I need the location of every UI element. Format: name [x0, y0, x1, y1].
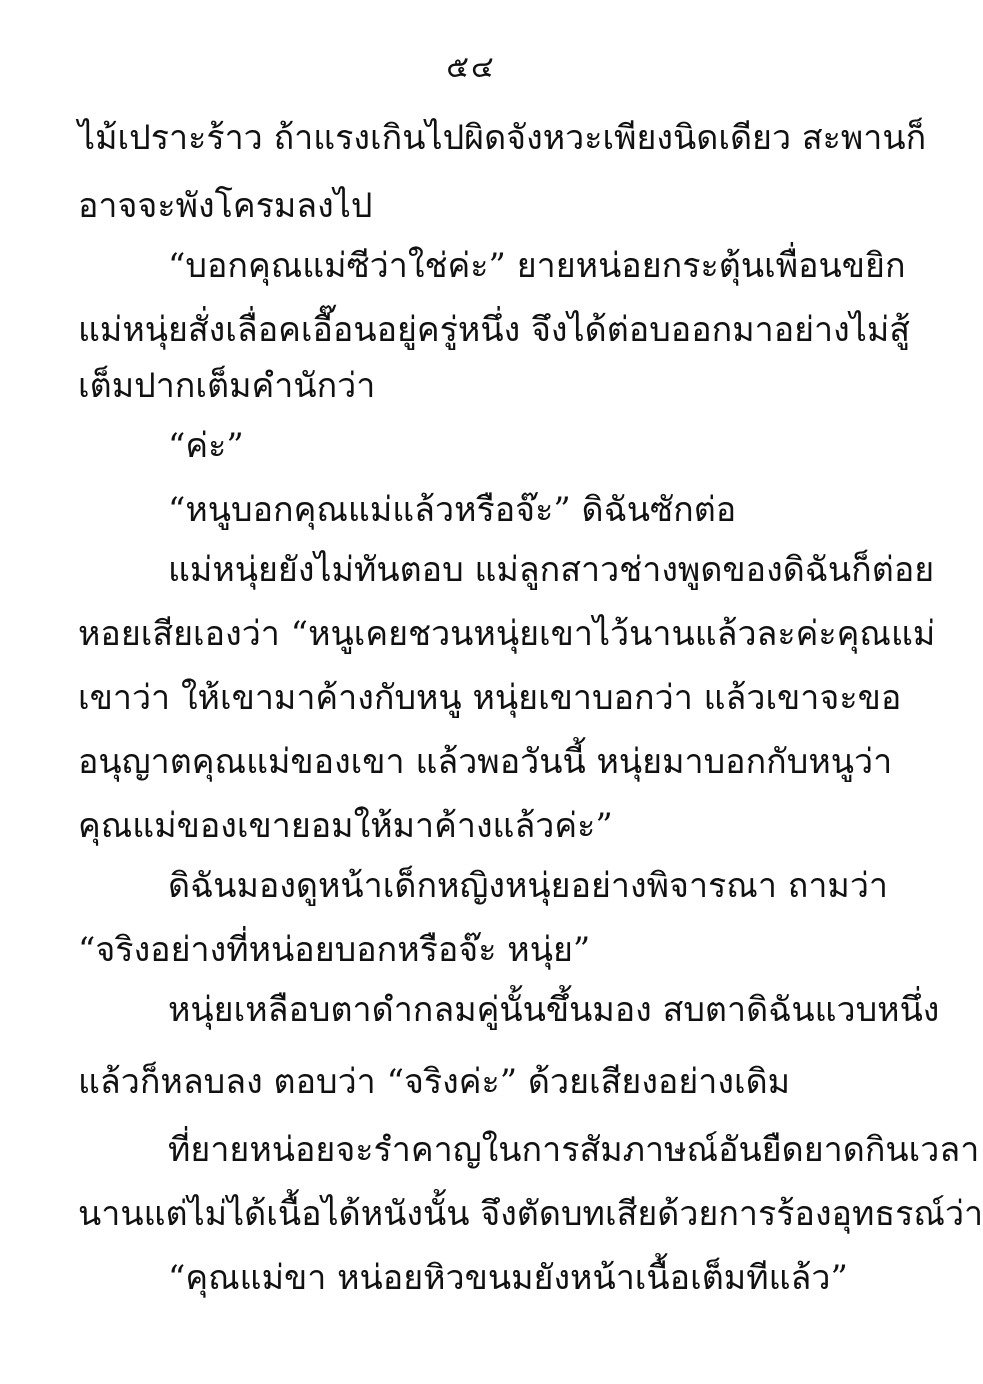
- text-line: “ค่ะ”: [168, 426, 244, 466]
- text-line: เต็มปากเต็มคำนักว่า: [78, 366, 376, 406]
- text-line: “คุณแม่ขา หน่อยหิวขนมยังหน้าเนื้อเต็มทีแล้ว”: [168, 1258, 848, 1298]
- page-number: ๕๔: [446, 50, 496, 85]
- text-line: แม่หนุ่ยสั่งเลื่อคเอื๊อนอยู่ครู่หนึ่ง จึงได้ต่อบออกมาอย่างไม่สู้: [78, 310, 911, 350]
- text-line: หนุ่ยเหลือบตาดำกลมคู่นั้นขึ้นมอง สบตาดิฉันแวบหนึ่ง: [168, 990, 940, 1030]
- text-line: อาจจะพังโครมลงไป: [78, 186, 373, 226]
- text-line: คุณแม่ของเขายอมให้มาค้างแล้วค่ะ”: [78, 806, 613, 846]
- text-line: อนุญาตคุณแม่ของเขา แล้วพอวันนี้ หนุ่ยมาบอกกับหนูว่า: [78, 742, 893, 782]
- text-line: ดิฉันมองดูหน้าเด็กหญิงหนุ่ยอย่างพิจารณา ถามว่า: [168, 866, 889, 906]
- text-line: “บอกคุณแม่ซีว่าใช่ค่ะ” ยายหน่อยกระตุ้นเพื่อนขยิก: [168, 246, 906, 286]
- text-line: แล้วก็หลบลง ตอบว่า “จริงค่ะ” ด้วยเสียงอย่างเดิม: [78, 1062, 791, 1102]
- text-line: เขาว่า ให้เขามาค้างกับหนู หนุ่ยเขาบอกว่า แล้วเขาจะขอ: [78, 678, 902, 718]
- text-line: นานแต่ไม่ได้เนื้อได้หนังนั้น จึงตัดบทเสียด้วยการร้องอุทธรณ์ว่า: [78, 1194, 983, 1234]
- text-line: ไม้เปราะร้าว ถ้าแรงเกินไปผิดจังหวะเพียงนิดเดียว สะพานก็: [78, 118, 927, 158]
- text-line: หอยเสียเองว่า “หนูเคยชวนหนุ่ยเขาไว้นานแล้วละค่ะคุณแม่: [78, 614, 936, 654]
- text-line: “หนูบอกคุณแม่แล้วหรือจ๊ะ” ดิฉันซักต่อ: [168, 490, 737, 530]
- text-line: “จริงอย่างที่หน่อยบอกหรือจ๊ะ หนุ่ย”: [78, 930, 591, 970]
- text-line: ที่ยายหน่อยจะรำคาญในการสัมภาษณ์อันยืดยาดกินเวลา: [168, 1130, 980, 1170]
- text-line: แม่หนุ่ยยังไม่ทันตอบ แม่ลูกสาวช่างพูดของดิฉันก็ต่อย: [168, 550, 935, 590]
